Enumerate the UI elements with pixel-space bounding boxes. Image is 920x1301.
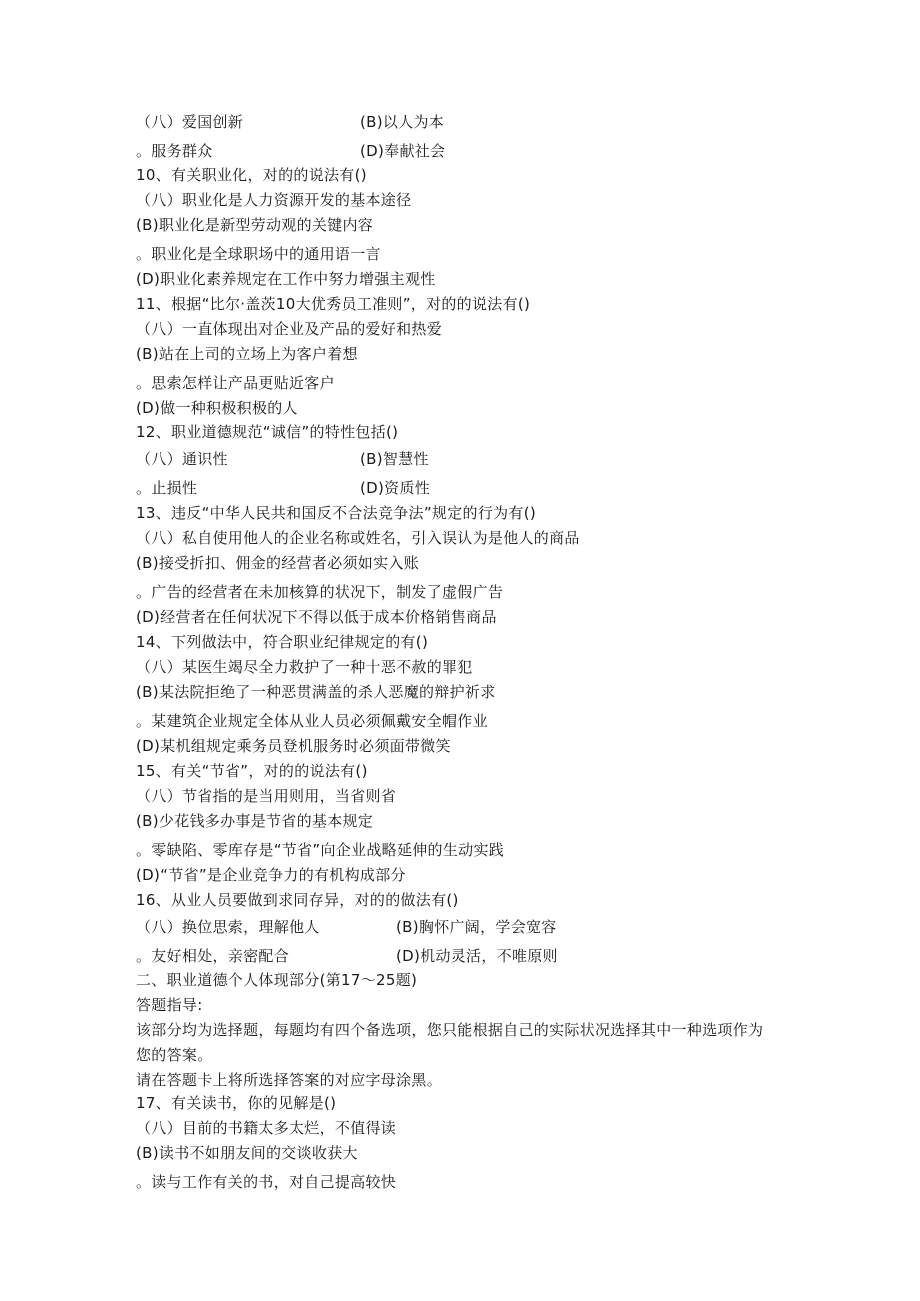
option-c-q11: 。思索怎样让产品更贴近客户: [136, 374, 335, 392]
option-d-q15: (D)“节省”是企业竞争力的有机构成部分: [136, 866, 406, 884]
option-a-q12: （八）通识性: [136, 450, 228, 468]
option-b-q12: (B)智慧性: [360, 450, 429, 468]
question-12: 12、职业道德规范“诚信”的特性包括(): [136, 423, 399, 441]
instruction-label: 答题指导:: [136, 996, 203, 1014]
option-d-q10: (D)职业化素养规定在工作中努力增强主观性: [136, 270, 436, 288]
option-b-q16: (B)胸怀广阔，学会宽容: [396, 918, 557, 936]
option-a-q10: （八）职业化是人力资源开发的基本途径: [136, 191, 412, 209]
option-b-q10: (B)职业化是新型劳动观的关键内容: [136, 216, 374, 234]
question-17: 17、有关读书，你的见解是(): [136, 1094, 337, 1112]
option-a-q16: （八）换位思索，理解他人: [136, 918, 320, 936]
option-a-q9: （八）爱国创新: [136, 113, 244, 131]
instruction-text-line-2: 您的答案。: [136, 1046, 213, 1064]
option-d-q13: (D)经营者在任何状况下不得以低于成本价格销售商品: [136, 608, 497, 626]
option-a-q11: （八）一直体现出对企业及产品的爱好和热爱: [136, 320, 443, 338]
option-b-q9: (B)以人为本: [360, 113, 445, 131]
option-a-q13: （八）私自使用他人的企业名称或姓名，引入误认为是他人的商品: [136, 529, 580, 547]
option-c-q12: 。止损性: [136, 479, 198, 497]
option-c-q13: 。广告的经营者在未加核算的状况下，制发了虚假广告: [136, 583, 504, 601]
question-10: 10、有关职业化，对的的说法有(): [136, 166, 367, 184]
option-c-q9: 。服务群众: [136, 142, 213, 160]
option-b-q11: (B)站在上司的立场上为客户着想: [136, 345, 358, 363]
option-b-q14: (B)某法院拒绝了一种恶贯满盖的杀人恶魔的辩护祈求: [136, 683, 496, 701]
option-c-q17: 。读与工作有关的书，对自己提高较快: [136, 1173, 397, 1191]
option-d-q9: (D)奉献社会: [360, 142, 446, 160]
option-b-q13: (B)接受折扣、佣金的经营者必须如实入账: [136, 554, 419, 572]
option-d-q11: (D)做一种积极积极的人: [136, 399, 298, 417]
option-b-q17: (B)读书不如朋友间的交谈收获大: [136, 1144, 358, 1162]
option-d-q12: (D)资质性: [360, 479, 431, 497]
option-a-q15: （八）节省指的是当用则用，当省则省: [136, 787, 397, 805]
option-c-q15: 。零缺陷、零库存是“节省”向企业战略延伸的生动实践: [136, 841, 505, 859]
instruction-text-line-1: 该部分均为选择题，每题均有四个备选项，您只能根据自己的实际状况选择其中一种选项作为: [136, 1021, 764, 1039]
option-c-q14: 。某建筑企业规定全体从业人员必须佩戴安全帽作业: [136, 712, 488, 730]
option-c-q10: 。职业化是全球职场中的通用语一言: [136, 245, 381, 263]
question-11: 11、根据“比尔·盖茨10大优秀员工准则”，对的的说法有(): [136, 295, 531, 313]
question-13: 13、违反“中华人民共和国反不合法竞争法”规定的行为有(): [136, 504, 537, 522]
option-c-q16: 。友好相处，亲密配合: [136, 947, 290, 965]
question-15: 15、有关“节省”，对的的说法有(): [136, 762, 368, 780]
option-d-q16: (D)机动灵活，不唯原则: [396, 947, 558, 965]
question-16: 16、从业人员要做到求同存异，对的的做法有(): [136, 891, 459, 909]
section-heading: 二、职业道德个人体现部分(第17～25题): [136, 971, 418, 989]
option-a-q17: （八）目前的书籍太多太烂，不值得读: [136, 1119, 397, 1137]
option-b-q15: (B)少花钱多办事是节省的基本规定: [136, 812, 374, 830]
option-a-q14: （八）某医生竭尽全力救护了一种十恶不赦的罪犯: [136, 658, 473, 676]
instruction-text-line-3: 请在答题卡上将所选择答案的对应字母涂黑。: [136, 1071, 443, 1089]
option-d-q14: (D)某机组规定乘务员登机服务时必须面带微笑: [136, 737, 451, 755]
question-14: 14、下列做法中，符合职业纪律规定的有(): [136, 633, 429, 651]
